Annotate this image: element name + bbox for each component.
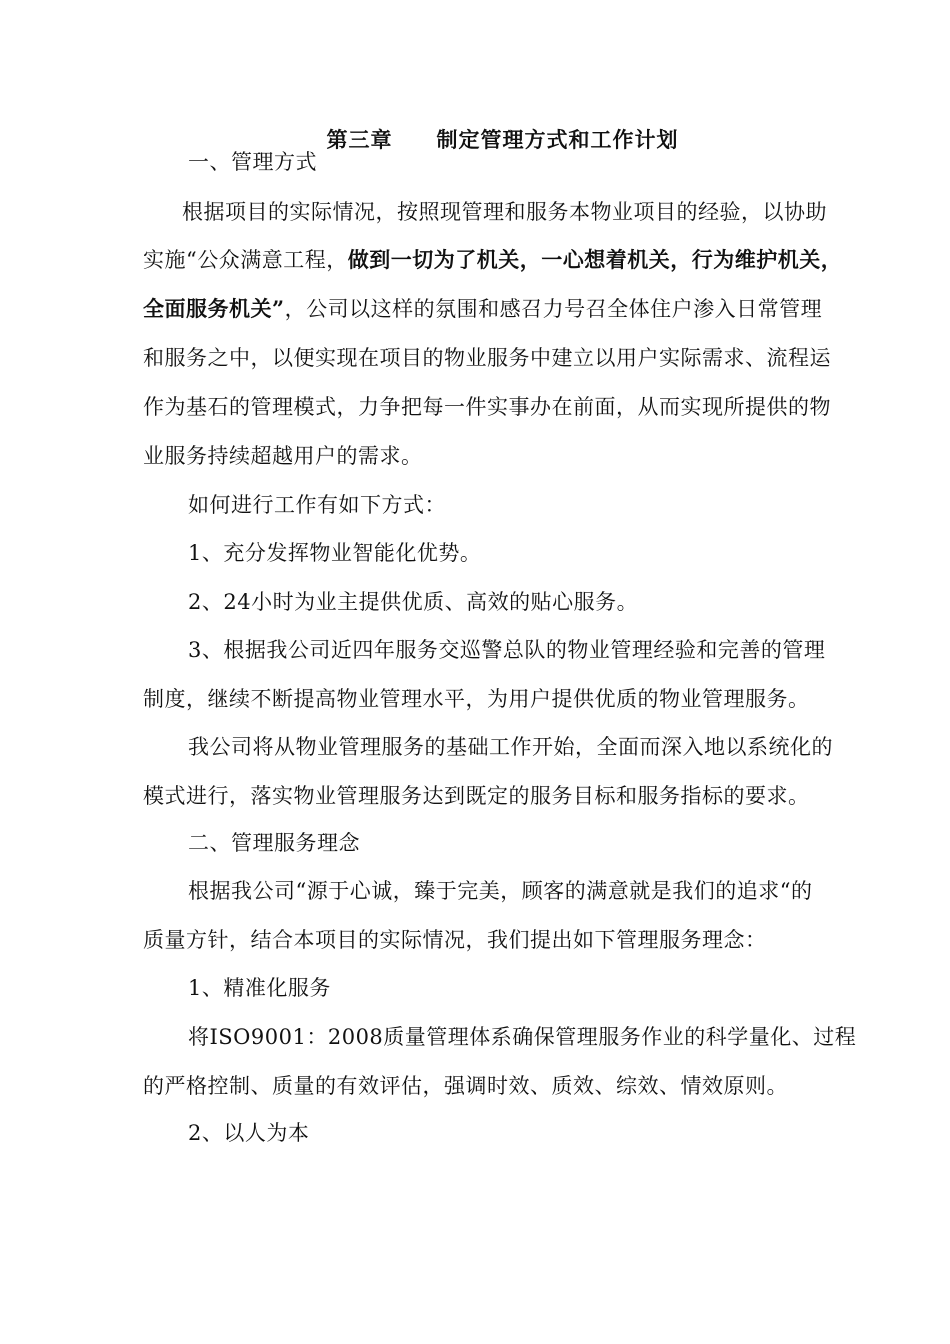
paragraph-text: ，公司以这样的氛围和感召力号召全体住户渗入日常管理 [284, 297, 823, 321]
list-item: 3、根据我公司近四年服务交巡警总队的物业管理经验和完善的管理 [188, 638, 826, 662]
chapter-title: 第三章 制定管理方式和工作计划 [326, 127, 679, 152]
paragraph-line: 的严格控制、质量的有效评估，强调时效、质效、综效、情效原则。 [143, 1074, 788, 1098]
paragraph-line: 将ISO9001：2008质量管理体系确保管理服务作业的科学量化、过程 [188, 1025, 857, 1049]
list-item: 2、以人为本 [188, 1121, 310, 1145]
paragraph-line: 根据项目的实际情况，按照现管理和服务本物业项目的经验，以协助 [182, 200, 827, 224]
paragraph-line: 模式进行，落实物业管理服务达到既定的服务目标和服务指标的要求。 [143, 784, 810, 808]
paragraph-line [143, 296, 883, 322]
paragraph-line [143, 247, 883, 273]
bold-text: 全面服务机关” [143, 296, 285, 321]
section-heading-service-philosophy: 二、管理服务理念 [188, 831, 360, 855]
bold-text: 做到一切为了机关，一心想着机关，行为维护机关， [347, 247, 843, 272]
section-heading-management-method: 一、管理方式 [188, 150, 317, 174]
paragraph-line: 根据我公司“源于心诚，臻于完美，顾客的满意就是我们的追求“的 [188, 879, 813, 903]
paragraph-line: 质量方针，结合本项目的实际情况，我们提出如下管理服务理念： [143, 928, 767, 952]
paragraph-line: 如何进行工作有如下方式： [188, 493, 446, 517]
paragraph-line: 和服务之中，以便实现在项目的物业服务中建立以用户实际需求、流程运 [143, 346, 831, 370]
paragraph-line: 业服务持续超越用户的需求。 [143, 444, 423, 468]
list-item: 2、24小时为业主提供优质、高效的贴心服务。 [188, 590, 639, 614]
paragraph-line: 制度，继续不断提高物业管理水平，为用户提供优质的物业管理服务。 [143, 687, 810, 711]
paragraph-line: 作为基石的管理模式，力争把每一件实事办在前面，从而实现所提供的物 [143, 395, 831, 419]
paragraph-line: 我公司将从物业管理服务的基础工作开始，全面而深入地以系统化的 [188, 735, 833, 759]
list-item: 1、充分发挥物业智能化优势。 [188, 541, 482, 565]
list-item: 1、精准化服务 [188, 976, 331, 1000]
paragraph-text: 实施“公众满意工程， [143, 248, 348, 272]
